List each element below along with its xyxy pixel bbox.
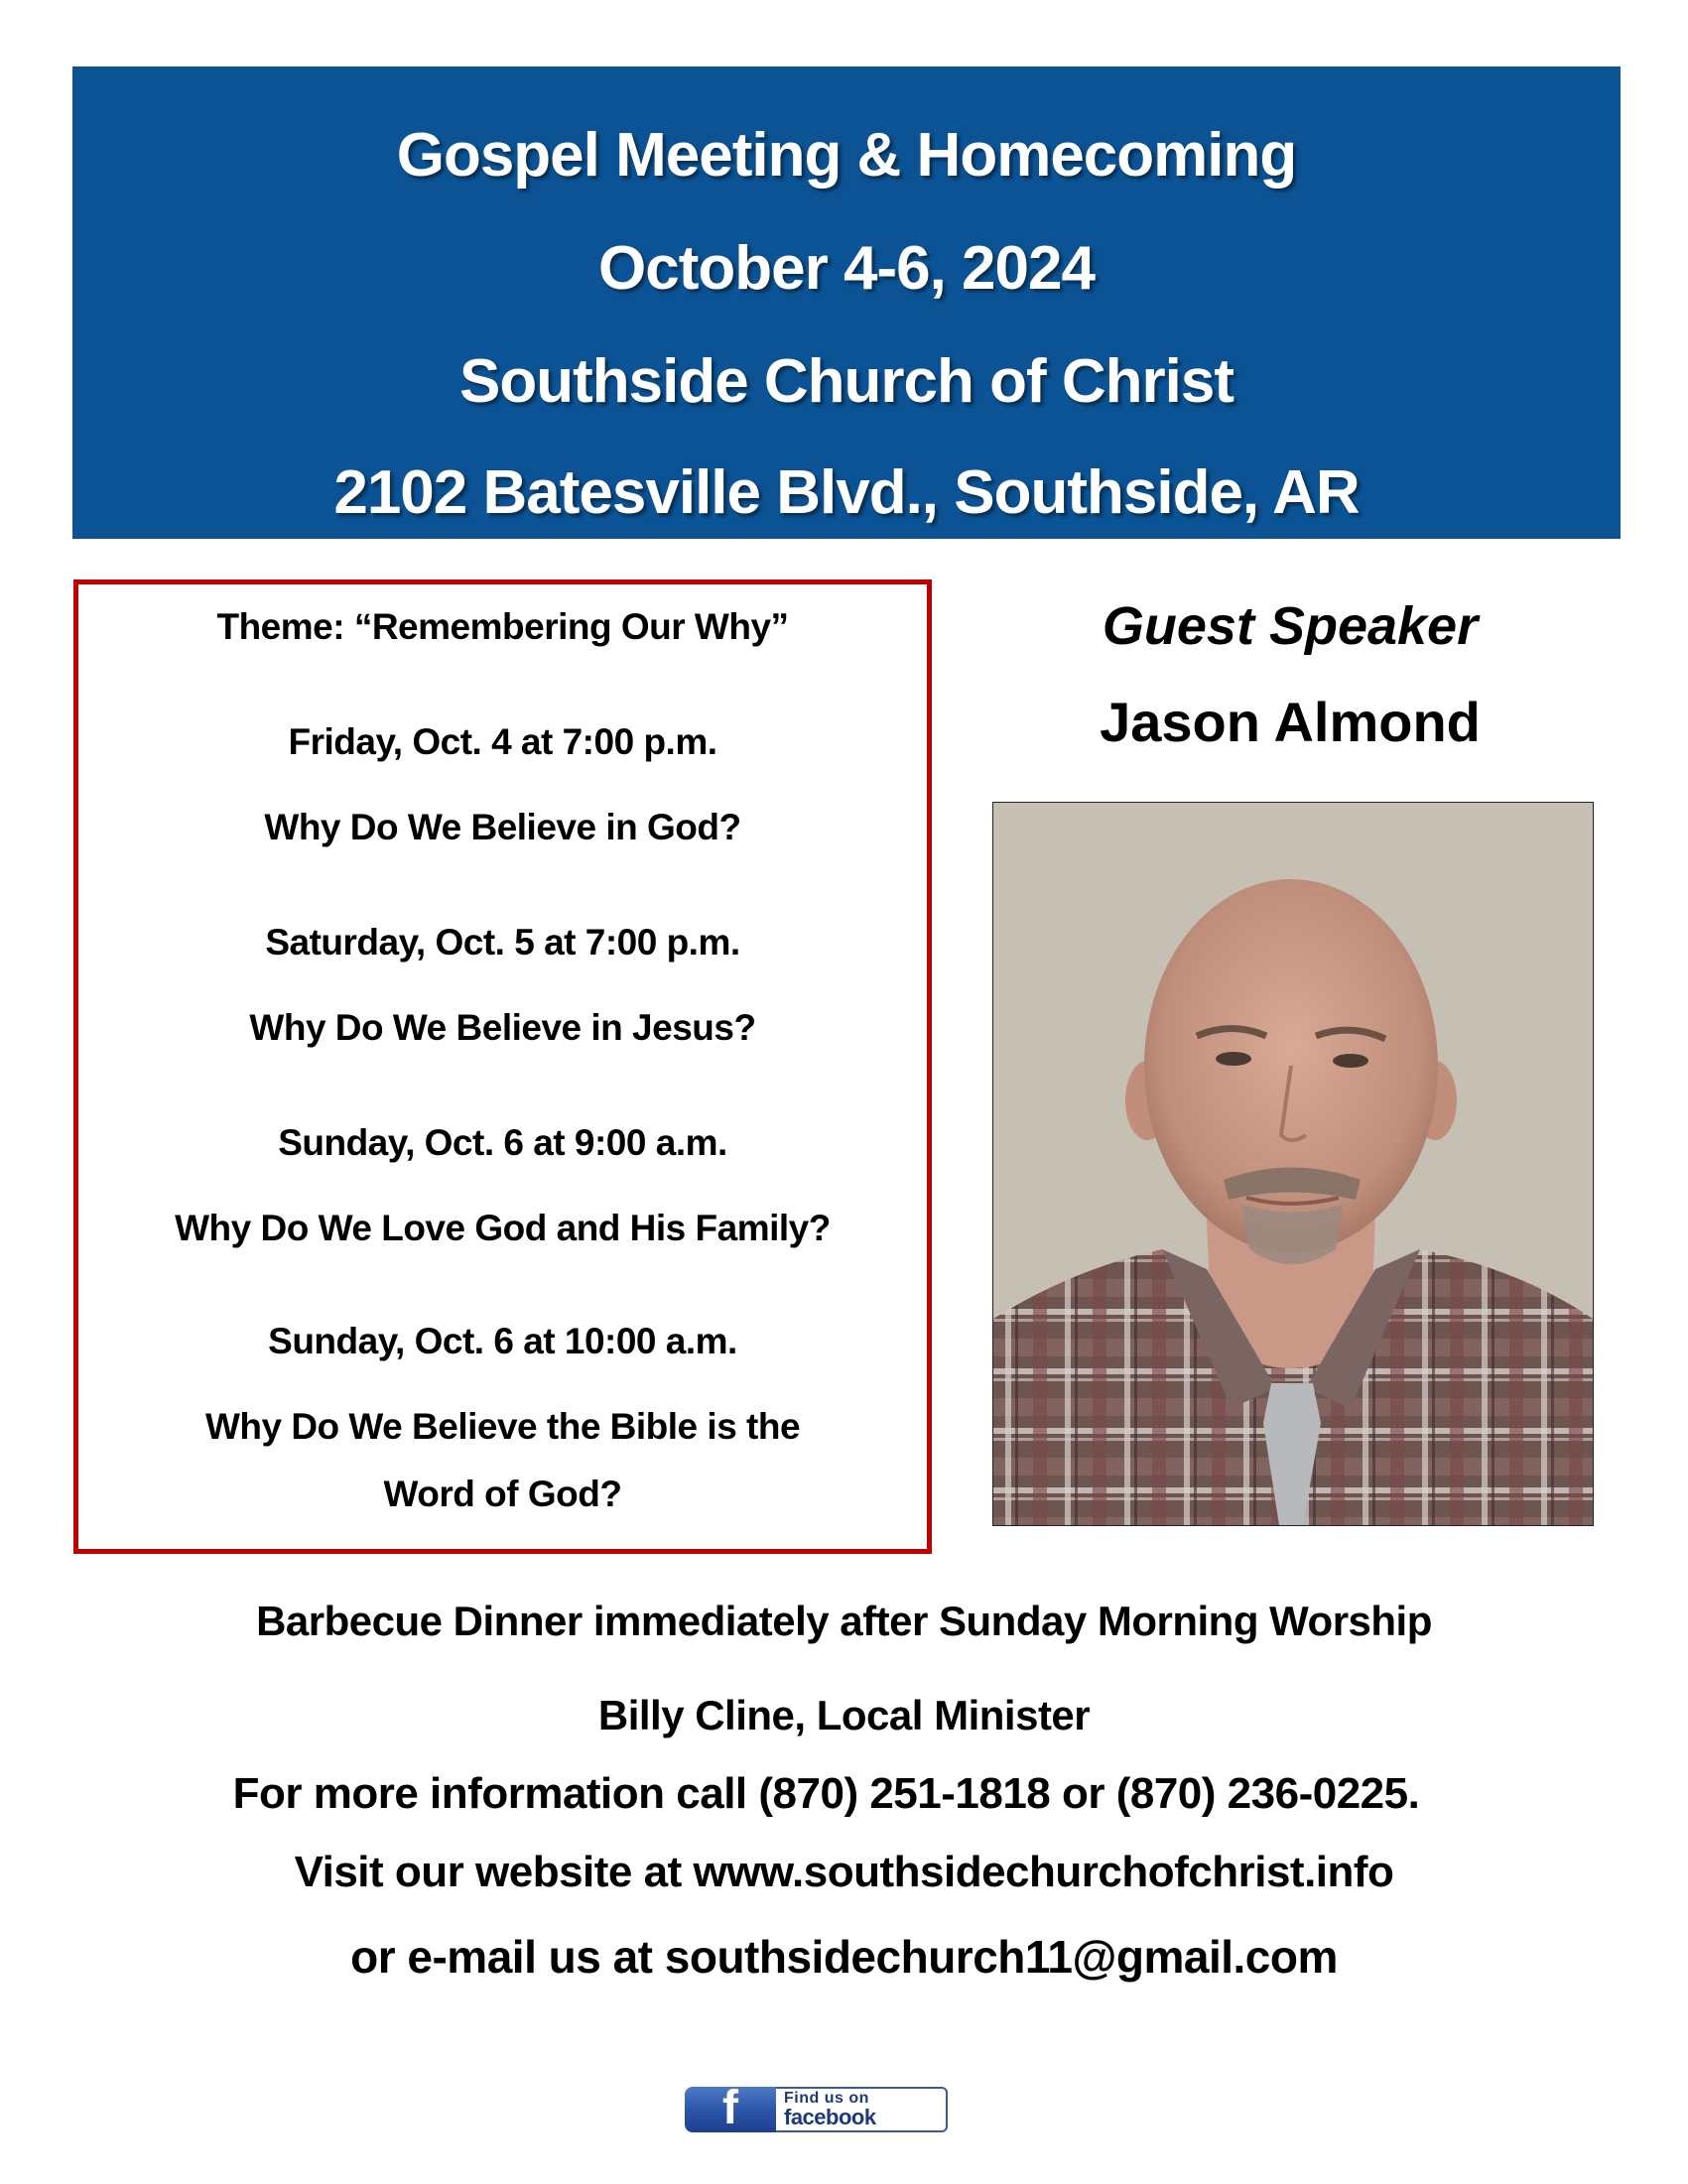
facebook-badge-text	[776, 2087, 948, 2132]
contact-phone: For more information call (870) 251-1818 or (870) 236-0225.	[232, 1769, 1420, 1818]
email-text: or e-mail us at southsidechurch11@gmail.com	[350, 1931, 1338, 1983]
church-address: 2102 Batesville Blvd., Southside, AR	[333, 458, 1360, 527]
facebook-badge-line1: Find us on	[784, 2090, 869, 2107]
event-dates: October 4-6, 2024	[598, 234, 1095, 303]
session-time: Sunday, Oct. 6 at 10:00 a.m.	[268, 1321, 737, 1361]
session-time: Friday, Oct. 4 at 7:00 p.m.	[288, 721, 717, 762]
dinner-note: Barbecue Dinner immediately after Sunday Morning Worship	[256, 1598, 1432, 1644]
speaker-name: Jason Almond	[1100, 691, 1481, 753]
session-topic: Why Do We Believe in Jesus?	[249, 1007, 756, 1048]
session-topic: Why Do We Love God and His Family?	[175, 1208, 831, 1248]
header-banner	[72, 66, 1621, 539]
session-time: Saturday, Oct. 5 at 7:00 p.m.	[265, 922, 740, 963]
session-topic: Why Do We Believe in God?	[264, 807, 741, 847]
minister-credit: Billy Cline, Local Minister	[597, 1692, 1091, 1738]
speaker-photo	[992, 802, 1594, 1526]
event-title: Gospel Meeting & Homecoming	[396, 121, 1297, 190]
guest-speaker-heading: Guest Speaker	[1102, 596, 1479, 656]
session-time: Sunday, Oct. 6 at 9:00 a.m.	[278, 1122, 727, 1163]
facebook-icon: f	[685, 2087, 776, 2132]
session-topic-continued: Word of God?	[383, 1474, 622, 1514]
speaker-portrait-image	[993, 803, 1593, 1525]
facebook-badge-link[interactable]	[685, 2087, 948, 2132]
website-text: Visit our website at www.southsidechurchofchrist.info	[294, 1848, 1394, 1896]
session-topic: Why Do We Believe the Bible is the	[204, 1406, 801, 1447]
theme-text: Theme: “Remembering Our Why”	[216, 606, 789, 647]
facebook-badge-line2: facebook	[784, 2105, 876, 2129]
schedule-box	[73, 579, 932, 1554]
church-name: Southside Church of Christ	[459, 347, 1234, 416]
